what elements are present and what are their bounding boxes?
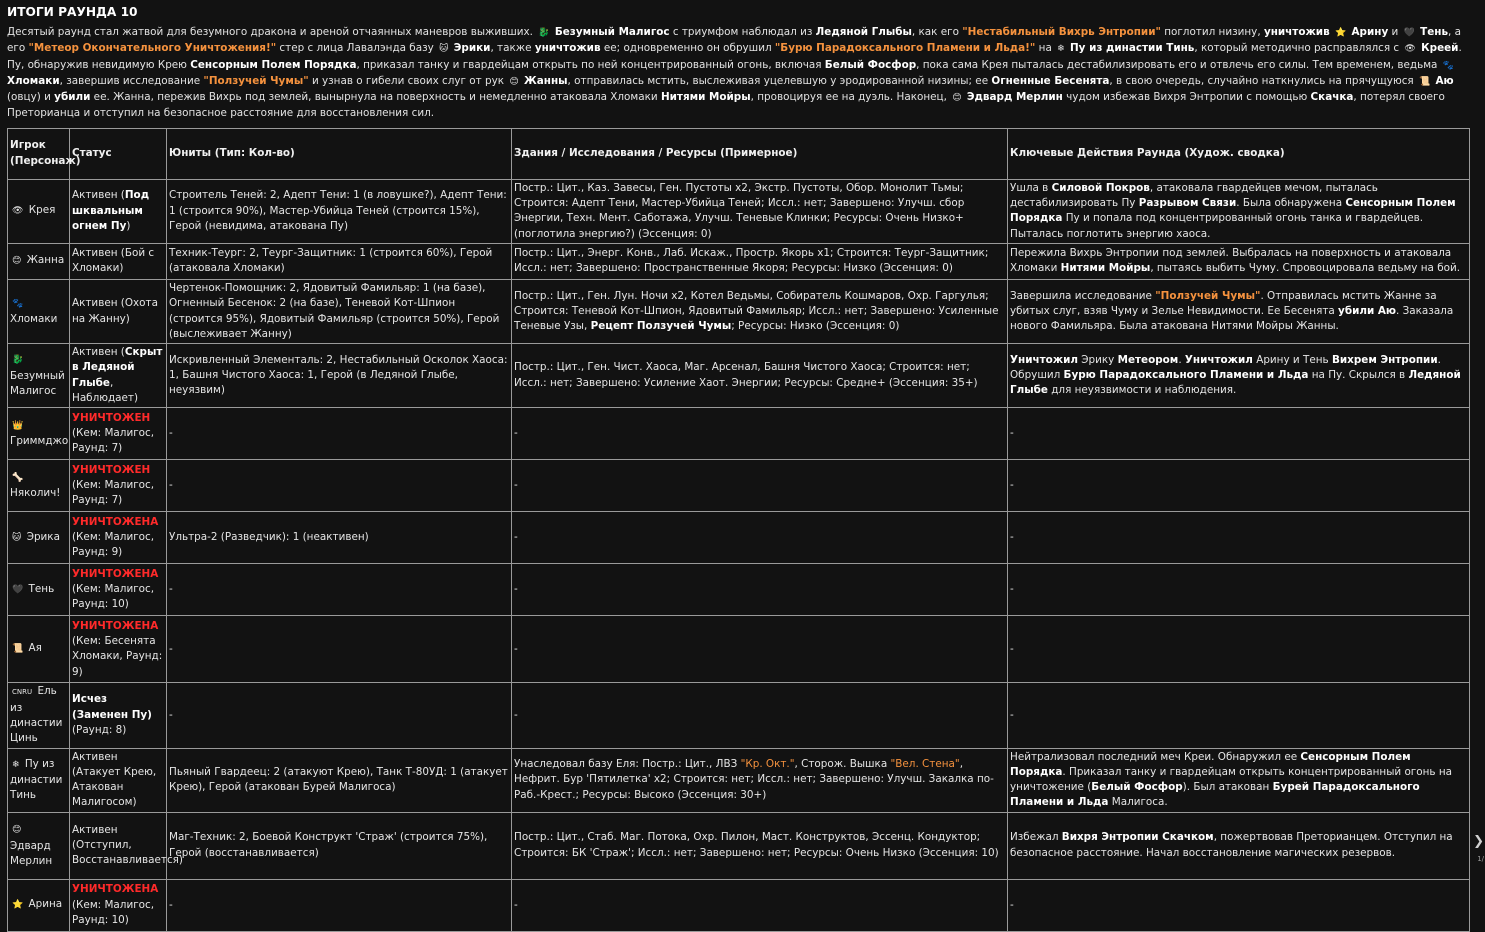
actions-cell: Нейтрализовал последний меч Креи. Обнаружил ее Сенсорным Полем Порядка. Приказал танку и гвардейцам открыть концентрированный огонь на уничтожение (Белый Фосфор). Был атакован Бурей Парадоксального Пламени и Льда Малигоса. <box>1008 748 1470 812</box>
document <box>7 0 1470 932</box>
units-cell: Ультра-2 (Разведчик): 1 (неактивен) <box>167 512 512 564</box>
grin-face-icon: 😊 <box>952 93 962 104</box>
units-cell: Чертенок-Помощник: 2, Ядовитый Фамильяр: 1 (на базе), Огненный Бесенок: 2 (на базе), Теневой Кот-Шпион (строится 95%), Ядовитый Фамильяр (строится 50%), Герой (выслеживает Жанну) <box>167 279 512 343</box>
units-cell: - <box>167 408 512 460</box>
status-badge: УНИЧТОЖЕНА <box>72 883 159 896</box>
units-cell: - <box>167 460 512 512</box>
status-cell: Активен (Под шквальным огнем Пу) <box>70 179 167 243</box>
status-cell: Активен (Бой с Хломаки) <box>70 243 167 279</box>
buildings-cell: Постр.: Цит., Ген. Лун. Ночи x2, Котел Ведьмы, Собиратель Кошмаров, Охр. Гаргулья; Строится: Теневой Кот-Шпион, Ядовитый Фамильяр; Иссл.: нет; Завершено: Усиленные Теневые Узы, Рецепт Ползучей Чумы; Ресурсы: Низко (Эссенция: 0) <box>512 279 1008 343</box>
column-header-buildings: Здания / Исследования / Ресурсы (Примерное) <box>512 128 1008 179</box>
status-cell: Активен (Охота на Жанну) <box>70 279 167 343</box>
buildings-cell: - <box>512 460 1008 512</box>
units-cell: Техник-Теург: 2, Теург-Защитник: 1 (строится 60%), Герой (атаковала Хломаки) <box>167 243 512 279</box>
black-heart-icon: 🖤 <box>12 584 24 595</box>
buildings-cell: Унаследовал базу Еля: Постр.: Цит., ЛВЗ "Кр. Окт.", Сторож. Вышка "Вел. Стена", Нефрит. Бур 'Пятилетка' x2; Строится: нет; Иссл.: нет; Завершено: Улучш. Закалка по-Раб.-Крест.; Ресурсы: Высоко (Эссенция: 30+) <box>512 748 1008 812</box>
player-name: Хломаки <box>10 313 58 326</box>
cn-ru-flag-icon: CNRU <box>12 688 33 697</box>
status-cell: Активен (Скрыт в Ледяной Глыбе, Наблюдает) <box>70 344 167 408</box>
player-name: Эдвард Мерлин <box>10 839 53 867</box>
actions-cell: - <box>1008 564 1470 616</box>
actions-cell: - <box>1008 616 1470 683</box>
table-row <box>8 564 1470 616</box>
cat-face-icon: 🐱 <box>439 44 449 55</box>
status-badge: УНИЧТОЖЕН <box>72 463 151 476</box>
status-badge: УНИЧТОЖЕНА <box>72 515 159 528</box>
table-row <box>8 279 1470 343</box>
player-cell <box>8 279 70 343</box>
smile-face-icon: 😊 <box>509 76 519 87</box>
player-name: Ая <box>28 642 42 655</box>
units-cell: - <box>167 616 512 683</box>
player-name: Ель из династии Цинь <box>10 685 63 745</box>
actions-cell: Пережила Вихрь Энтропии под землей. Выбралась на поверхность и атаковала Хломаки Нитями Мойры, пытаясь выбить Чуму. Спровоцировала ведьму на бой. <box>1008 243 1470 279</box>
status-cell: Активен (Атакует Крею, Атакован Малигосом) <box>70 748 167 812</box>
units-cell: Пьяный Гвардеец: 2 (атакуют Крею), Танк Т-80УД: 1 (атакует Крею), Герой (атакован Бурей Малигоса) <box>167 748 512 812</box>
buildings-cell: Постр.: Цит., Ген. Чист. Хаоса, Маг. Арсенал, Башня Чистого Хаоса; Строится: нет; Иссл.: нет; Завершено: Усиление Хаот. Энергии; Ресурсы: Средне+ (Эссенция: 35+) <box>512 344 1008 408</box>
status-cell: УНИЧТОЖЕН (Кем: Малигос, Раунд: 7) <box>70 408 167 460</box>
round-results-table <box>7 128 1470 932</box>
paw-icon: 🐾 <box>12 298 24 309</box>
actions-cell: - <box>1008 460 1470 512</box>
player-cell <box>8 243 70 279</box>
table-row <box>8 683 1470 748</box>
eye-icon: 👁 <box>1404 44 1416 55</box>
buildings-cell: Постр.: Цит., Каз. Завесы, Ген. Пустоты x2, Экстр. Пустоты, Обор. Монолит Тьмы; Строится: Адепт Тени, Мастер-Убийца Теней; Иссл.: нет; Завершено: Улучш. сбор Энергии, Техн. Мент. Саботажа, Улучш. Теневые Клинки; Ресурсы: Очень Низко+ (поглотила энергию?) (Эссенция: 0) <box>512 179 1008 243</box>
table-row <box>8 512 1470 564</box>
player-cell <box>8 683 70 748</box>
player-cell <box>8 344 70 408</box>
scroll-icon: 📜 <box>1418 76 1431 87</box>
actions-cell: Уничтожил Эрику Метеором. Уничтожил Арину и Тень Вихрем Энтропии. Обрушил Бурю Парадоксального Пламени и Льда на Пу. Скрылся в Ледяной Глыбе для неуязвимости и наблюдения. <box>1008 344 1470 408</box>
column-header-units: Юниты (Тип: Кол-во) <box>167 128 512 179</box>
table-row <box>8 616 1470 683</box>
buildings-cell: Постр.: Цит., Стаб. Маг. Потока, Охр. Пилон, Маст. Конструктов, Эссенц. Кондуктор; Строится: БК 'Страж'; Иссл.: нет; Завершено: нет; Ресурсы: Очень Низко (Эссенция: 10) <box>512 812 1008 879</box>
status-cell: Исчез (Заменен Пу) (Раунд: 8) <box>70 683 167 748</box>
buildings-cell: - <box>512 616 1008 683</box>
table-header-row <box>8 128 1470 179</box>
status-cell: Активен (Отступил, Восстанавливается) <box>70 812 167 879</box>
status-cell: УНИЧТОЖЕН (Кем: Малигос, Раунд: 7) <box>70 460 167 512</box>
buildings-cell: - <box>512 408 1008 460</box>
status-badge: УНИЧТОЖЕН <box>72 411 151 424</box>
buildings-cell: Постр.: Цит., Энерг. Конв., Лаб. Искаж., Простр. Якорь x1; Строится: Теург-Защитник; Иссл.: нет; Завершено: Пространственные Якоря; Ресурсы: Низко (Эссенция: 0) <box>512 243 1008 279</box>
star-icon: ⭐ <box>1334 28 1347 38</box>
actions-cell: - <box>1008 879 1470 931</box>
dragon-icon: 🐉 <box>538 28 550 38</box>
units-cell: - <box>167 683 512 748</box>
player-name: Жанна <box>26 254 65 267</box>
black-heart-icon: 🖤 <box>1403 28 1415 38</box>
table-row <box>8 748 1470 812</box>
table-row <box>8 879 1470 931</box>
player-name: Арина <box>28 898 63 911</box>
actions-cell: - <box>1008 408 1470 460</box>
buildings-cell: - <box>512 683 1008 748</box>
buildings-cell: - <box>512 564 1008 616</box>
status-cell: УНИЧТОЖЕНА (Кем: Малигос, Раунд: 10) <box>70 879 167 931</box>
star-icon: ⭐ <box>12 900 24 911</box>
table-row <box>8 344 1470 408</box>
table-row <box>8 812 1470 879</box>
page-title: ИТОГИ РАУНДА 10 <box>7 5 138 19</box>
player-name: Гриммджо <box>10 435 69 448</box>
table-row <box>8 408 1470 460</box>
column-header-status: Статус <box>70 128 167 179</box>
status-cell: УНИЧТОЖЕНА (Кем: Бесенята Хломаки, Раунд: 9) <box>70 616 167 683</box>
units-cell: Строитель Теней: 2, Адепт Тени: 1 (в ловушке?), Адепт Тени: 1 (строится 90%), Мастер-Убийца Теней (строится 15%), Герой (невидима, атакована Пу) <box>167 179 512 243</box>
player-name: Эрика <box>26 530 60 543</box>
player-name: Няколич! <box>10 487 61 500</box>
player-name: Пу из династии Тинь <box>10 757 63 802</box>
player-cell <box>8 408 70 460</box>
status-cell: УНИЧТОЖЕНА (Кем: Малигос, Раунд: 10) <box>70 564 167 616</box>
buildings-cell: - <box>512 879 1008 931</box>
dragon-icon: 🐉 <box>12 355 24 366</box>
status-badge: УНИЧТОЖЕНА <box>72 619 159 632</box>
player-cell <box>8 812 70 879</box>
buildings-cell: - <box>512 512 1008 564</box>
snowflake-icon: ❄ <box>1057 44 1065 55</box>
units-cell: Искривленный Элементаль: 2, Нестабильный Осколок Хаоса: 1, Башня Чистого Хаоса: 1, Герой (в Ледяной Глыбе, неуязвим) <box>167 344 512 408</box>
table-row <box>8 460 1470 512</box>
eye-icon: 👁 <box>12 206 24 217</box>
player-cell <box>8 564 70 616</box>
grin-face-icon: 😊 <box>12 825 22 836</box>
table-row <box>8 179 1470 243</box>
status-cell: УНИЧТОЖЕНА (Кем: Малигос, Раунд: 9) <box>70 512 167 564</box>
snowflake-icon: ❄ <box>12 759 20 770</box>
units-cell: - <box>167 879 512 931</box>
player-cell <box>8 879 70 931</box>
crown-icon: 👑 <box>12 421 24 432</box>
player-cell <box>8 748 70 812</box>
player-name: Безумный Малигос <box>10 369 65 397</box>
column-header-player: Игрок (Персонаж) <box>8 128 70 179</box>
table-row <box>8 243 1470 279</box>
status-badge: УНИЧТОЖЕНА <box>72 567 159 580</box>
player-cell <box>8 179 70 243</box>
column-header-actions: Ключевые Действия Раунда (Худож. сводка) <box>1008 128 1470 179</box>
player-cell <box>8 512 70 564</box>
actions-cell: Ушла в Силовой Покров, атаковала гвардейцев мечом, пыталась дестабилизировать Пу Разрывом Связи. Была обнаружена Сенсорным Полем Порядка Пу и попала под концентрированный огонь танка и гвардейцев. Пыталась поглотить энергию хаоса. <box>1008 179 1470 243</box>
actions-cell: - <box>1008 683 1470 748</box>
scroll-right-icon[interactable]: ❯ <box>1473 834 1484 849</box>
player-name: Крея <box>28 204 56 217</box>
bone-icon: 🦴 <box>12 473 24 484</box>
actions-cell: Избежал Вихря Энтропии Скачком, пожертвовав Преторианцем. Отступил на безопасное расстояние. Начал восстановление магических резервов. <box>1008 812 1470 879</box>
page-indicator: 1/ <box>1477 855 1484 863</box>
round-summary-paragraph: Десятый раунд стал жатвой для безумного дракона и ареной отчаянных маневров выживших. 🐉 Безумный Малигос с триумфом наблюдал из Ледяной Глыбы, как его "Нестабильный Вихрь Энтропии" поглотил низину, уничтожив ⭐ Арину и 🖤 Тень, а его "Метеор Окончательного Уничтожения!" стер с лица Лавалэнда базу 🐱 Эрики, также уничтожив ее; одновременно он обрушил "Бурю Парадоксального Пламени и Льда!" на ❄ Пу из династии Тинь, который методично расправлялся с 👁 Креей. Пу, обнаружив невидимую Крею Сенсорным Полем Порядка, приказал танку и гвардейцам открыть по ней концентрированный огонь, включая Белый Фосфор, пока сама Крея пыталась дестабилизировать его и отвлечь его силы. Тем временем, ведьма 🐾 Хломаки, завершив исследование "Ползучей Чумы" и узнав о гибели своих слуг от рук 😊 Жанны, отправилась мстить, выслеживая уцелевшую у эродированной низины; ее Огненные Бесенята, в свою очередь, случайно наткнулись на прячущуюся 📜 Аю (овцу) и убили ее. Жанна, пережив Вихрь под землей, вынырнула на поверхность и немедленно атаковала Хломаки Нитями Мойры, провоцируя ее на дуэль. Наконец, 😊 Эдвард Мерлин чудом избежав Вихря Энтропии с помощью Скачка, потерял своего Преторианца и отступил на безопасное расстояние для восстановления сил. <box>7 26 1462 120</box>
units-cell: - <box>167 564 512 616</box>
smile-face-icon: 😊 <box>12 256 22 267</box>
units-cell: Маг-Техник: 2, Боевой Конструкт 'Страж' (строится 75%), Герой (восстанавливается) <box>167 812 512 879</box>
player-cell <box>8 616 70 683</box>
actions-cell: Завершила исследование "Ползучей Чумы". Отправилась мстить Жанне за убитых слуг, взяв Чуму и Зелье Невидимости. Ее Бесенята убили Аю. Заказала нового Фамильяра. Была атакована Нитями Мойры Жанны. <box>1008 279 1470 343</box>
player-cell <box>8 460 70 512</box>
paw-icon: 🐾 <box>1442 60 1454 71</box>
actions-cell: - <box>1008 512 1470 564</box>
scroll-icon: 📜 <box>12 644 24 655</box>
player-name: Тень <box>28 582 55 595</box>
cat-face-icon: 🐱 <box>12 532 22 543</box>
